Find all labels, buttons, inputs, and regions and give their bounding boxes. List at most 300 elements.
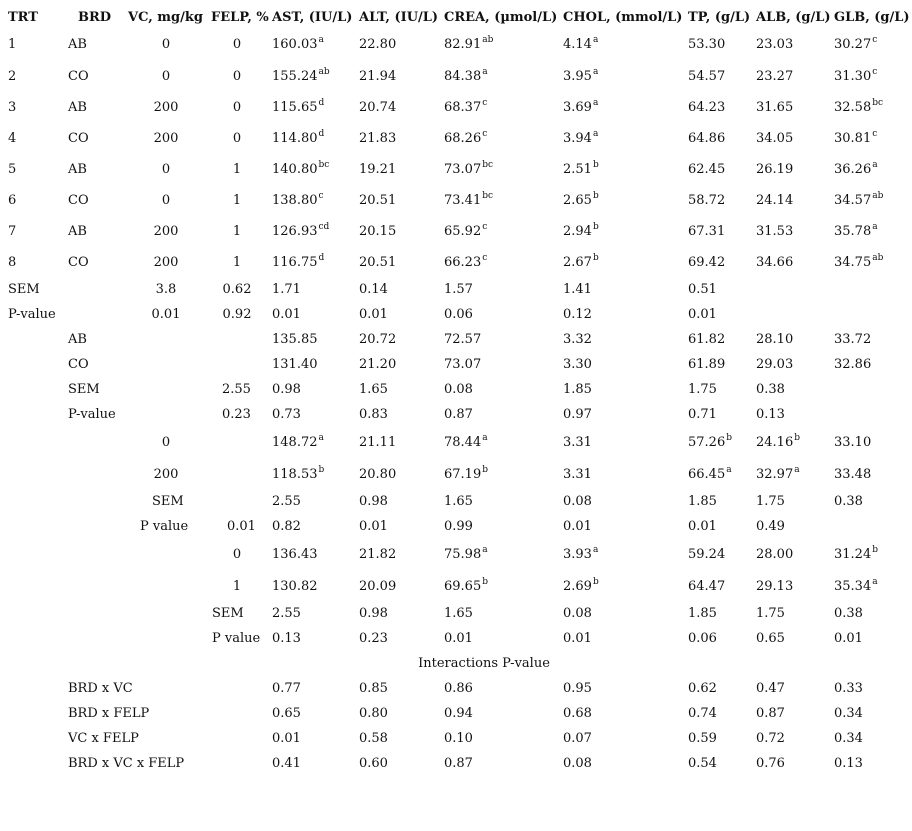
cell-glb-row-15: [834, 435, 871, 451]
cell-trt-row-7: [8, 224, 16, 240]
cell-value: 0.01: [563, 631, 592, 646]
cell-alt-row-20: [359, 579, 396, 595]
significance-superscript: b: [592, 160, 599, 170]
cell-chol-row-3: [563, 100, 598, 116]
cell-trt-row-5: [8, 162, 16, 178]
cell-chol-row-12: [563, 357, 592, 373]
cell-glb-row-16: [834, 467, 871, 483]
cell-value: 68.37: [444, 100, 482, 115]
cell-alb-row-8: [756, 255, 793, 271]
significance-superscript: a: [482, 67, 488, 77]
cell-chol-row-18: [563, 519, 592, 535]
cell-value: 1: [232, 579, 242, 594]
cell-value: 3.31: [563, 467, 592, 482]
cell-crea-row-6: [444, 193, 493, 209]
cell-felp-row-6: [233, 193, 241, 209]
significance-superscript: b: [482, 465, 488, 475]
interaction-value-tp: 0.62: [688, 681, 717, 696]
cell-brd-row-6: [68, 193, 89, 209]
interaction-value-tp: 0.59: [688, 731, 717, 746]
cell-value: 135.85: [272, 332, 318, 347]
interaction-value-alt: 0.58: [359, 731, 388, 746]
cell-value: 1.75: [688, 382, 717, 397]
cell-trt-row-8: [8, 255, 16, 271]
cell-value: CO: [68, 193, 89, 208]
cell-value: 0.08: [563, 494, 592, 509]
cell-value: 0.87: [444, 407, 473, 422]
cell-value: 22.80: [359, 37, 397, 52]
cell-ast-row-5: [272, 162, 329, 178]
header-glb: GLB, (g/L): [834, 10, 910, 25]
cell-crea-row-16: [444, 467, 488, 483]
cell-glb-row-1: [834, 37, 877, 53]
cell-trt-row-6: [8, 193, 16, 209]
cell-value: 1: [232, 193, 242, 208]
header-chol: CHOL, (mmol/L): [563, 10, 683, 25]
cell-tp-row-9: [688, 282, 717, 298]
cell-crea-row-14: [444, 407, 473, 423]
cell-crea-row-8: [444, 255, 487, 271]
cell-value: 6: [8, 193, 17, 208]
cell-vc-row-6: [162, 193, 170, 209]
cell-value: 0.71: [688, 407, 717, 422]
cell-alt-row-2: [359, 69, 396, 85]
cell-tp-row-6: [688, 193, 725, 209]
cell-ast-row-6: [272, 193, 324, 209]
cell-value: 1: [232, 162, 242, 177]
cell-felp-row-21: [212, 606, 244, 622]
cell-value: 78.44: [444, 435, 482, 450]
significance-superscript: a: [592, 67, 599, 77]
interaction-value-crea: 0.87: [444, 756, 473, 771]
cell-tp-row-8: [688, 255, 725, 271]
cell-value: 0: [161, 162, 171, 177]
significance-superscript: a: [482, 433, 488, 443]
cell-chol-row-1: [563, 37, 598, 53]
cell-glb-row-7: [834, 224, 878, 240]
cell-crea-row-9: [444, 282, 473, 298]
cell-tp-row-17: [688, 494, 717, 510]
cell-value: 0.13: [272, 631, 301, 646]
significance-superscript: ab: [872, 253, 884, 263]
significance-superscript: d: [318, 253, 325, 263]
cell-value: 73.07: [444, 162, 482, 177]
interaction-value-alt: 0.85: [359, 681, 388, 696]
cell-crea-row-15: [444, 435, 488, 451]
interaction-value-glb: 0.34: [834, 731, 863, 746]
cell-value: 0.99: [444, 519, 473, 534]
cell-crea-row-1: [444, 37, 493, 53]
cell-felp-row-19: [233, 547, 241, 563]
cell-glb-row-8: [834, 255, 883, 271]
significance-superscript: c: [872, 67, 878, 77]
cell-value: 20.15: [359, 224, 397, 239]
cell-chol-row-13: [563, 382, 592, 398]
significance-superscript: bc: [482, 191, 494, 201]
cell-tp-row-16: [688, 467, 732, 483]
cell-value: 20.51: [359, 193, 397, 208]
significance-superscript: b: [872, 545, 878, 555]
cell-alb-row-16: [756, 467, 800, 483]
cell-value: 19.21: [359, 162, 397, 177]
significance-superscript: c: [482, 98, 488, 108]
cell-alt-row-6: [359, 193, 396, 209]
cell-value: 1.71: [272, 282, 301, 297]
cell-alb-row-14: [756, 407, 785, 423]
cell-value: 0.49: [756, 519, 785, 534]
cell-brd-row-8: [68, 255, 89, 271]
significance-superscript: a: [872, 160, 878, 170]
cell-value: 0: [232, 547, 242, 562]
significance-superscript: b: [794, 433, 800, 443]
cell-value: 24.16: [756, 435, 794, 450]
cell-vc-row-16: [154, 467, 179, 483]
cell-value: 58.72: [688, 193, 726, 208]
cell-felp-row-18: [227, 519, 256, 535]
cell-ast-row-19: [272, 547, 318, 563]
cell-glb-row-20: [834, 579, 878, 595]
cell-value: 0.38: [834, 606, 863, 621]
cell-value: 35.78: [834, 224, 872, 239]
cell-felp-row-7: [233, 224, 241, 240]
cell-tp-row-14: [688, 407, 717, 423]
cell-value: 136.43: [272, 547, 318, 562]
cell-chol-row-14: [563, 407, 592, 423]
significance-superscript: a: [592, 98, 599, 108]
cell-value: 26.19: [756, 162, 794, 177]
cell-vc-row-8: [154, 255, 179, 271]
cell-felp-row-9: [223, 282, 252, 298]
interaction-value-alb: 0.72: [756, 731, 785, 746]
cell-value: 84.38: [444, 69, 482, 84]
cell-value: 0.98: [272, 382, 301, 397]
cell-glb-row-2: [834, 69, 877, 85]
cell-value: 61.89: [688, 357, 726, 372]
cell-ast-row-1: [272, 37, 324, 53]
cell-vc-row-17: [152, 494, 184, 510]
significance-superscript: c: [318, 191, 324, 201]
cell-alt-row-14: [359, 407, 388, 423]
significance-superscript: a: [872, 222, 878, 232]
cell-brd-row-5: [68, 162, 87, 178]
cell-tp-row-12: [688, 357, 725, 373]
cell-ast-row-21: [272, 606, 301, 622]
significance-superscript: b: [592, 577, 599, 587]
cell-brd-row-11: [68, 332, 87, 348]
cell-tp-row-2: [688, 69, 725, 85]
cell-crea-row-7: [444, 224, 487, 240]
cell-value: P value: [140, 519, 189, 534]
cell-chol-row-2: [563, 69, 598, 85]
cell-value: 1.57: [444, 282, 473, 297]
cell-crea-row-2: [444, 69, 488, 85]
significance-superscript: ab: [318, 67, 330, 77]
cell-ast-row-9: [272, 282, 301, 298]
cell-chol-row-10: [563, 307, 592, 323]
cell-chol-row-15: [563, 435, 592, 451]
cell-glb-row-3: [834, 100, 883, 116]
cell-value: 3.30: [563, 357, 592, 372]
cell-trt-row-1: [8, 37, 16, 53]
cell-tp-row-5: [688, 162, 725, 178]
cell-value: 0: [161, 37, 171, 52]
cell-value: 20.09: [359, 579, 397, 594]
cell-value: 64.86: [688, 131, 726, 146]
interaction-value-tp: 0.54: [688, 756, 717, 771]
cell-tp-row-11: [688, 332, 725, 348]
cell-value: 72.57: [444, 332, 482, 347]
cell-value: 68.26: [444, 131, 482, 146]
cell-value: 67.31: [688, 224, 726, 239]
cell-value: 23.03: [756, 37, 794, 52]
cell-brd-row-7: [68, 224, 87, 240]
cell-value: 0: [232, 69, 242, 84]
cell-alt-row-15: [359, 435, 396, 451]
cell-value: 0.92: [222, 307, 252, 322]
cell-alt-row-4: [359, 131, 396, 147]
significance-superscript: b: [482, 577, 488, 587]
header-crea: CREA, (µmol/L): [444, 10, 558, 25]
cell-value: 64.23: [688, 100, 726, 115]
interaction-label: BRD x VC: [68, 681, 133, 696]
significance-superscript: c: [482, 129, 488, 139]
cell-chol-row-7: [563, 224, 599, 240]
cell-alt-row-9: [359, 282, 388, 298]
cell-value: 3.95: [563, 69, 592, 84]
cell-value: 24.14: [756, 193, 794, 208]
cell-value: 138.80: [272, 193, 318, 208]
cell-vc-row-4: [154, 131, 179, 147]
cell-value: 73.41: [444, 193, 482, 208]
cell-ast-row-2: [272, 69, 330, 85]
cell-value: 0: [232, 131, 242, 146]
cell-value: 21.94: [359, 69, 397, 84]
cell-chol-row-9: [563, 282, 592, 298]
cell-trt-row-3: [8, 100, 16, 116]
cell-alt-row-11: [359, 332, 396, 348]
cell-felp-row-3: [233, 100, 241, 116]
cell-value: 20.80: [359, 467, 397, 482]
cell-value: AB: [68, 37, 87, 52]
cell-crea-row-10: [444, 307, 473, 323]
cell-value: 0.73: [272, 407, 301, 422]
cell-value: 0.38: [756, 382, 785, 397]
cell-ast-row-15: [272, 435, 324, 451]
cell-trt-row-2: [8, 69, 16, 85]
interaction-value-chol: 0.08: [563, 756, 592, 771]
cell-value: 4.14: [563, 37, 592, 52]
cell-value: 0.98: [359, 494, 388, 509]
cell-crea-row-12: [444, 357, 481, 373]
cell-value: 0.13: [756, 407, 785, 422]
cell-alt-row-13: [359, 382, 388, 398]
cell-chol-row-8: [563, 255, 599, 271]
cell-tp-row-4: [688, 131, 725, 147]
cell-alt-row-22: [359, 631, 388, 647]
cell-value: 35.34: [834, 579, 872, 594]
cell-felp-row-22: [212, 631, 260, 647]
cell-crea-row-4: [444, 131, 487, 147]
cell-value: 20.51: [359, 255, 397, 270]
interaction-value-alb: 0.87: [756, 706, 785, 721]
cell-value: 1.65: [444, 494, 473, 509]
cell-value: 0.01: [272, 307, 301, 322]
interaction-value-crea: 0.86: [444, 681, 473, 696]
cell-crea-row-18: [444, 519, 473, 535]
cell-value: 33.48: [834, 467, 872, 482]
cell-value: 155.24: [272, 69, 318, 84]
cell-value: 36.26: [834, 162, 872, 177]
cell-value: 8: [8, 255, 17, 270]
cell-alt-row-1: [359, 37, 396, 53]
cell-value: 1.65: [444, 606, 473, 621]
cell-value: 3.94: [563, 131, 592, 146]
interaction-label: BRD x FELP: [68, 706, 150, 721]
cell-value: 29.13: [756, 579, 794, 594]
cell-tp-row-13: [688, 382, 717, 398]
cell-crea-row-17: [444, 494, 473, 510]
cell-value: 0.01: [688, 307, 717, 322]
cell-ast-row-20: [272, 579, 318, 595]
significance-superscript: a: [794, 465, 800, 475]
interaction-value-crea: 0.94: [444, 706, 473, 721]
cell-value: 34.66: [756, 255, 794, 270]
cell-value: 34.57: [834, 193, 872, 208]
cell-value: 114.80: [272, 131, 318, 146]
cell-value: 0.01: [227, 519, 256, 534]
significance-superscript: bc: [482, 160, 494, 170]
cell-alt-row-10: [359, 307, 388, 323]
cell-brd-row-3: [68, 100, 87, 116]
cell-value: 57.26: [688, 435, 726, 450]
cell-ast-row-7: [272, 224, 329, 240]
cell-alb-row-5: [756, 162, 793, 178]
cell-crea-row-20: [444, 579, 488, 595]
cell-value: 69.42: [688, 255, 726, 270]
header-trt: TRT: [8, 10, 38, 25]
cell-value: 21.20: [359, 357, 397, 372]
interaction-value-chol: 0.95: [563, 681, 592, 696]
interaction-label: BRD x VC x FELP: [68, 756, 185, 771]
cell-value: 31.53: [756, 224, 794, 239]
cell-chol-row-11: [563, 332, 592, 348]
cell-value: 2.55: [272, 494, 301, 509]
cell-glb-row-21: [834, 606, 863, 622]
cell-value: 75.98: [444, 547, 482, 562]
cell-tp-row-7: [688, 224, 725, 240]
cell-value: 0.97: [563, 407, 592, 422]
cell-chol-row-22: [563, 631, 592, 647]
cell-alb-row-4: [756, 131, 793, 147]
cell-trt-row-10: [8, 307, 56, 323]
interaction-value-ast: 0.65: [272, 706, 301, 721]
cell-felp-row-20: [233, 579, 241, 595]
significance-superscript: b: [592, 253, 599, 263]
cell-value: 34.75: [834, 255, 872, 270]
cell-value: 34.05: [756, 131, 794, 146]
cell-value: 20.72: [359, 332, 397, 347]
significance-superscript: a: [592, 545, 599, 555]
cell-value: 1.65: [359, 382, 388, 397]
cell-value: AB: [68, 100, 87, 115]
cell-vc-row-3: [154, 100, 179, 116]
cell-tp-row-21: [688, 606, 717, 622]
cell-value: 0.01: [563, 519, 592, 534]
cell-value: SEM: [68, 382, 100, 397]
cell-alb-row-20: [756, 579, 793, 595]
cell-ast-row-16: [272, 467, 324, 483]
cell-value: 21.83: [359, 131, 397, 146]
cell-ast-row-4: [272, 131, 324, 147]
cell-alt-row-7: [359, 224, 396, 240]
cell-chol-row-17: [563, 494, 592, 510]
cell-alt-row-3: [359, 100, 396, 116]
significance-superscript: d: [318, 129, 325, 139]
interaction-value-alt: 0.80: [359, 706, 388, 721]
cell-alb-row-2: [756, 69, 793, 85]
cell-felp-row-10: [223, 307, 252, 323]
cell-glb-row-11: [834, 332, 871, 348]
cell-value: 0.14: [359, 282, 388, 297]
cell-alt-row-12: [359, 357, 396, 373]
cell-value: 3: [8, 100, 17, 115]
cell-tp-row-20: [688, 579, 725, 595]
interaction-value-alb: 0.76: [756, 756, 785, 771]
cell-ast-row-3: [272, 100, 324, 116]
interaction-value-glb: 0.13: [834, 756, 863, 771]
cell-value: 0.51: [688, 282, 717, 297]
cell-value: 0.08: [563, 606, 592, 621]
cell-value: 3.8: [155, 282, 177, 297]
interaction-value-chol: 0.07: [563, 731, 592, 746]
cell-alt-row-16: [359, 467, 396, 483]
cell-value: 126.93: [272, 224, 318, 239]
cell-value: 0: [161, 69, 171, 84]
cell-value: 2.94: [563, 224, 592, 239]
cell-alb-row-17: [756, 494, 785, 510]
cell-value: 0.01: [688, 519, 717, 534]
cell-value: 140.80: [272, 162, 318, 177]
cell-value: 2.55: [222, 382, 251, 397]
significance-superscript: a: [482, 545, 488, 555]
cell-value: SEM: [8, 282, 40, 297]
cell-value: 59.24: [688, 547, 726, 562]
cell-value: 0: [232, 37, 242, 52]
cell-value: 2.65: [563, 193, 592, 208]
cell-value: 5: [8, 162, 17, 177]
cell-value: SEM: [152, 494, 184, 509]
cell-ast-row-14: [272, 407, 301, 423]
significance-superscript: b: [726, 433, 732, 443]
cell-brd-row-4: [68, 131, 89, 147]
cell-chol-row-5: [563, 162, 599, 178]
cell-chol-row-16: [563, 467, 592, 483]
significance-superscript: b: [592, 191, 599, 201]
significance-superscript: a: [592, 129, 599, 139]
cell-ast-row-8: [272, 255, 324, 271]
cell-value: 0.01: [834, 631, 863, 646]
cell-value: 66.23: [444, 255, 482, 270]
cell-value: 116.75: [272, 255, 318, 270]
cell-value: 0.06: [444, 307, 473, 322]
cell-value: 23.27: [756, 69, 794, 84]
interaction-value-crea: 0.10: [444, 731, 473, 746]
cell-vc-row-2: [162, 69, 170, 85]
cell-vc-row-10: [152, 307, 181, 323]
cell-value: 65.92: [444, 224, 482, 239]
header-alb: ALB, (g/L): [756, 10, 831, 25]
significance-superscript: c: [872, 35, 878, 45]
